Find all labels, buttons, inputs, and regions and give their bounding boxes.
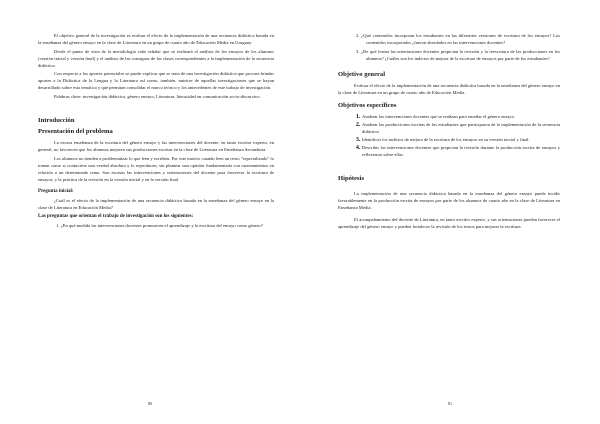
- guiding-question-3: 3. ¿De qué forma las orientaciones docentes propician la revisión y la reescritura de las producciones en los alumnos? ¿Cuáles son los indicios de mejora de la escritura de ensayos por parte de los estudiantes?: [356, 48, 560, 61]
- hypothesis-paragraph-2: El acompañamiento del docente de Literatura, en tanto escritor experto, y sus orientaciones pueden favorecer el aprendizaje del género ensayo y pueden fortalecer la revisión de los textos para mejorar la escritura.: [338, 217, 560, 229]
- keywords-paragraph: Palabras clave: investigación didáctica, género ensayo, Literatura, literacidad en comunicación socio-discursivo.: [54, 93, 261, 99]
- general-objective: Evaluar el efecto de la implementación de una secuencia didáctica basada en la enseñanza del género ensayo en la clase de Literatura en un grupo de cuarto año de Educación Media.: [338, 83, 560, 95]
- heading-specific-objectives: Objetivos específicos: [338, 101, 397, 109]
- abstract-paragraph-1: El objetivo general de la investigación es evaluar el efecto de la implementación de una secuencia didáctica basada en la enseñanza del género ensayo en la clase de Literatura en un grupo de cuarto año de Educación Media en Uruguay.: [38, 33, 274, 45]
- problem-paragraph-2: Los alumnos no tienden a problematizar lo que leen y escriben. Por este motivo cuando leen un texto "especializado" lo toman como si contuviese una verdad absoluta y lo reproducen, sin plantear una opinión fundamentada con razonamientos en relación a un determinado tema. Son escasas las intervenciones y orientaciones del docente para favorecer la escritura de ensayos, y la práctica de la revisión en la versión inicial y en la versión final.: [38, 155, 274, 182]
- initial-question: ¿Cuál es el efecto de la implementación de una secuencia didáctica basada en la enseñanza del género ensayo en la clase de Literatura en Educación Media?: [38, 198, 274, 210]
- heading-problem: Presentación del problema: [38, 128, 113, 135]
- heading-general-objective: Objetivo general: [338, 71, 386, 78]
- page-number-left: 80: [147, 401, 153, 406]
- heading-introduction: Introducción: [38, 117, 75, 124]
- abstract-paragraph-2: Desde el punto de vista de la metodología cabe señalar que se realizará el análisis de los ensayos de los alumnos (versión inicial y versión final) y el análisis de las consignas de las clases correspondientes a la implementación de la secuencia didáctica.: [38, 48, 274, 68]
- specific-objectives-list: [338, 113, 560, 158]
- problem-paragraph-1: La escasa enseñanza de la escritura del género ensayo y las intervenciones del docente, en tanto escritor experto, en general, no favorecen que los alumnos mejoren sus producciones escritas en la clase de Literatura en Enseñanza Secundaria.: [38, 140, 274, 152]
- specific-objective-item: 2. Analizar las producciones escritas de los estudiantes que participaron de la implementación de la secuencia didáctica.: [362, 121, 560, 135]
- abstract-paragraph-3: Con respecto a los aportes potenciales se puede explicar que se trata de una investigación didáctica que procura brindar aportes a la Didáctica de la Lengua y la Literatura así como, también, nutrirse de aquellas investigaciones que se hayan desarrollado sobre esta temática y que permitan consolidar el marco teórico y los antecedentes de este trabajo de investigación.: [38, 71, 274, 90]
- right-page: [300, 0, 600, 424]
- page-number-right: 81: [447, 401, 453, 406]
- initial-question-label: Pregunta inicial:: [38, 189, 74, 194]
- hypothesis-paragraph-1: La implementación de una secuencia didáctica basada en la enseñanza del género ensayo puede incidir favorablemente en la producción escrita de ensayos por parte de los alumnos de cuarto año en la clase de Literatura en Enseñanza Media.: [338, 190, 560, 210]
- specific-objective-item: 3. Identificar los indicios de mejora de la escritura de los ensayos en su versión inicial y final.: [362, 136, 560, 143]
- specific-objective-item: 4. Describir las intervenciones docentes que propician la revisión durante la producción escrita de ensayos y reflexionar sobre ellas.: [362, 144, 560, 158]
- guiding-question-1: 1. ¿En qué medida las intervenciones docentes promueven el aprendizaje y la escritura del ensayo como género?: [56, 222, 263, 228]
- heading-hypothesis: Hipótesis: [338, 174, 365, 182]
- guiding-questions-label: Las preguntas que orientan el trabajo de investigación son los siguientes:: [38, 213, 194, 219]
- guiding-question-2: 2. ¿Qué contenidos incorporan los estudiantes en las diferentes versiones de escritura de los ensayos? Los contenidos incorporados ¿fueron abordados en las intervenciones docentes?: [356, 33, 560, 45]
- specific-objective-item: 1. Analizar las intervenciones docentes que se realizan para enseñar el género ensayo.: [362, 113, 560, 120]
